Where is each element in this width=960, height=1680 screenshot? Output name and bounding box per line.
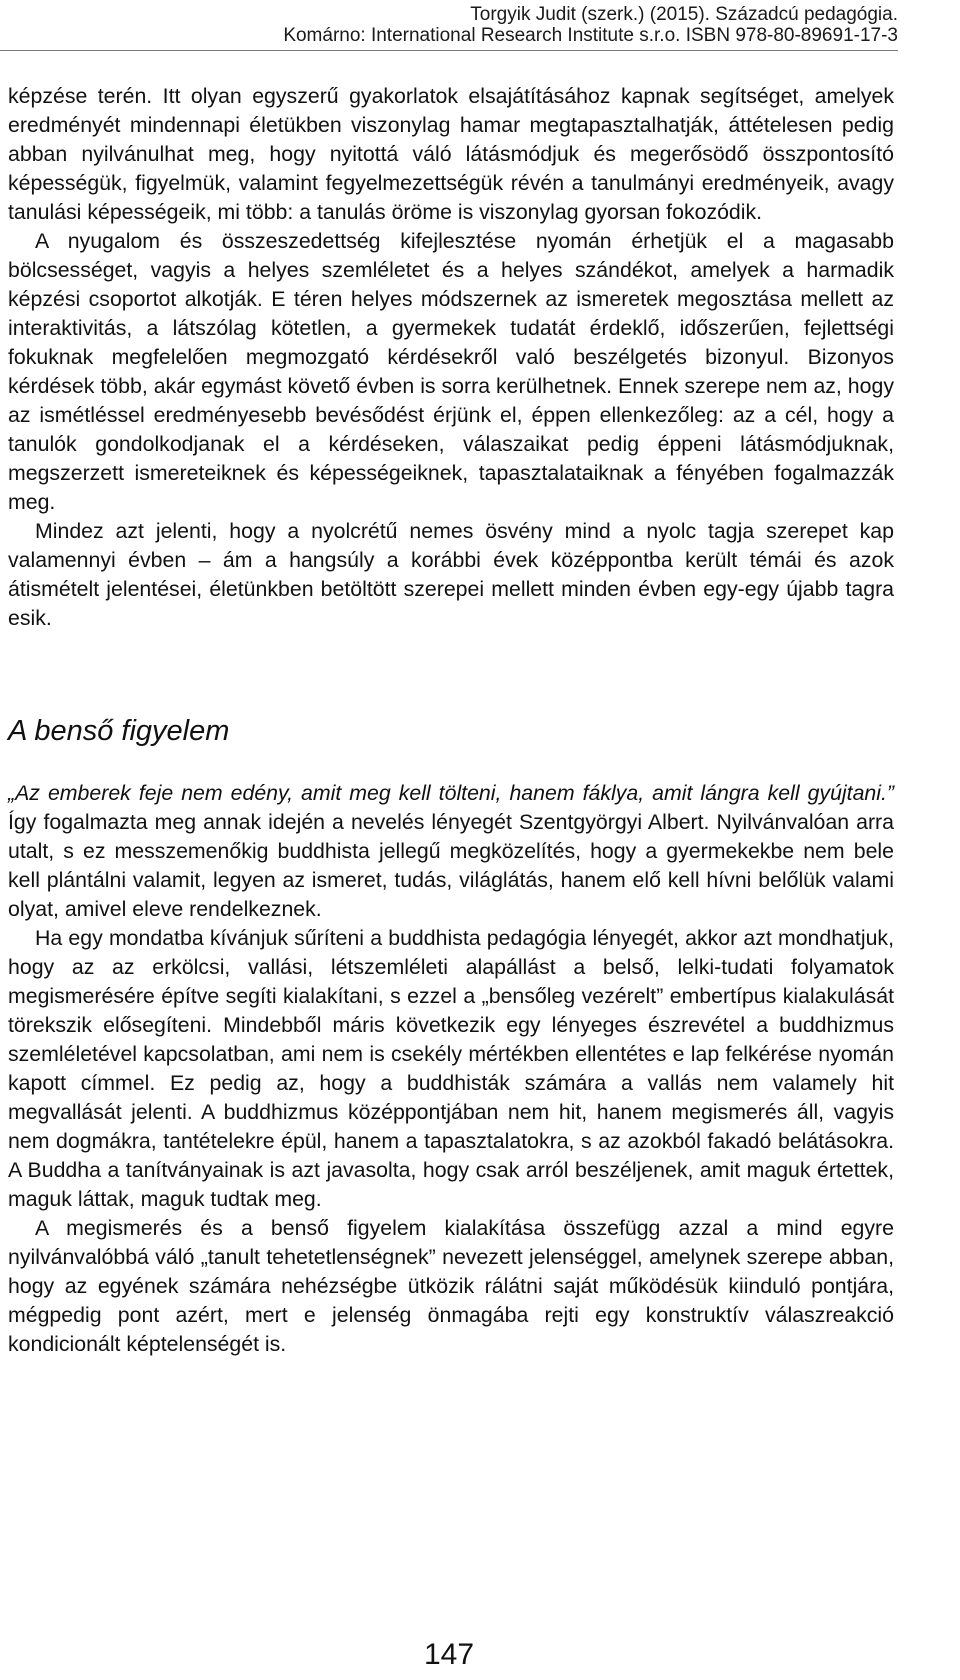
paragraph-6: A megismerés és a benső figyelem kialakítása összefügg azzal a mind egyre nyilvánvalóbbá váló „tanult tehetetlenségnek” nevezett jelenséggel, amelynek szerepe abban, hogy az egyének számára nehézségbe ütközik rálátni saját működésük kiinduló pontjára, mégpedig pont azért, mert e jelenség önmagába rejti egy konstruktív válaszreakció kondicionált képtelenségét is.: [8, 1216, 894, 1356]
paragraph-5: Ha egy mondatba kívánjuk sűríteni a buddhista pedagógia lényegét, akkor azt mondhatjuk, hogy az az erkölcsi, vallási, létszemléleti alapállást a belső, lelki-tudati folyamatok megismerésére építve segíti kialakítani, s ezzel a „bensőleg vezérelt” embertípus kialakulását törekszik elősegíteni. Mindebből máris következik egy lényeges észrevétel a buddhizmus szemléletével kapcsolatban, ami nem is csekély mértékben ellentétes e lap felkérése nyomán kapott címmel. Ez pedig az, hogy a buddhisták számára a vallás nem valamely hit megvallását jelenti. A buddhizmus középpontjában nem hit, hanem megismerés áll, vagyis nem dogmákra, tantételekre épül, hanem a tapasztalatokra, s az azokból fakadó belátásokra. A Buddha a tanítványainak is azt javasolta, hogy csak arról beszéljenek, amit maguk értettek, maguk láttak, maguk tudtak meg.: [8, 926, 894, 1211]
header-citation-line-1: Torgyik Judit (szerk.) (2015). Századcú pedagógia.: [470, 4, 898, 25]
page-header: [198, 4, 898, 46]
paragraph-4: [8, 779, 894, 924]
szentgyorgyi-quote: „Az emberek feje nem edény, amit meg kell tölteni, hanem fáklya, amit lángra kell gyújtani.”: [8, 781, 894, 805]
paragraph-2: A nyugalom és összeszedettség kifejlesztése nyomán érhetjük el a magasabb bölcsességet, vagyis a helyes szemléletet és a helyes szándékot, amelyek a harmadik képzési csoportot alkotják. E téren helyes módszernek az ismeretek megosztása mellett az interaktivitás, a látszólag kötetlen, a gyermekek tudatát érdeklő, időszerűen, fejlettségi fokuknak megfelelően megmozgató kérdésekről való beszélgetés bizonyul. Bizonyos kérdések több, akár egymást követő évben is sorra kerülhetnek. Ennek szerepe nem az, hogy az ismétléssel eredményesebb bevésődést érjünk el, éppen ellenkezőleg: az a cél, hogy a tanulók gondolkodjanak el a kérdéseken, válaszaikat pedig éppeni látásmódjuknak, megszerzett ismereteiknek és képességeiknek, tapasztalataiknak a fényében fogalmazzák meg.: [8, 229, 894, 514]
header-citation-line-2: Komárno: International Research Institute s.r.o. ISBN 978-80-89691-17-3: [283, 25, 898, 46]
page-number: 147: [423, 1638, 475, 1671]
paragraph-3: Mindez azt jelenti, hogy a nyolcrétű nemes ösvény mind a nyolc tagja szerepet kap valamennyi évben – ám a hangsúly a korábbi évek középpontba került témái és azok átismételt jelentései, életünkben betöltött szerepei mellett minden évben egy-egy újabb tagra esik.: [8, 519, 894, 630]
document-body: [8, 82, 894, 1359]
section-title: A benső figyelem: [8, 715, 230, 747]
paragraph-4-text: Így fogalmazta meg annak idején a nevelés lényegét Szentgyörgyi Albert. Nyilvánvalóan arra utalt, s ez messzemenőkig buddhista jellegű megközelítés, hogy a gyermekekbe nem bele kell plántálni valamit, legyen az ismeret, tudás, világlátás, hanem elő kell hívni belőlük valami olyat, amivel eleve rendelkeznek.: [8, 810, 894, 921]
paragraph-1: képzése terén. Itt olyan egyszerű gyakorlatok elsajátításához kapnak segítséget, amelyek eredményét mindennapi életükben viszonylag hamar megtapasztalhatják, áttételesen pedig abban nyilvánulhat meg, hogy nyitottá váló látásmódjuk és megerősödő összpontosító képességük, figyelmük, valamint fegyelmezettségük révén a tanulmányi eredményeik, avagy tanulási képességeik, mi több: a tanulás öröme is viszonylag gyorsan fokozódik.: [8, 84, 894, 224]
header-divider: [0, 50, 898, 51]
